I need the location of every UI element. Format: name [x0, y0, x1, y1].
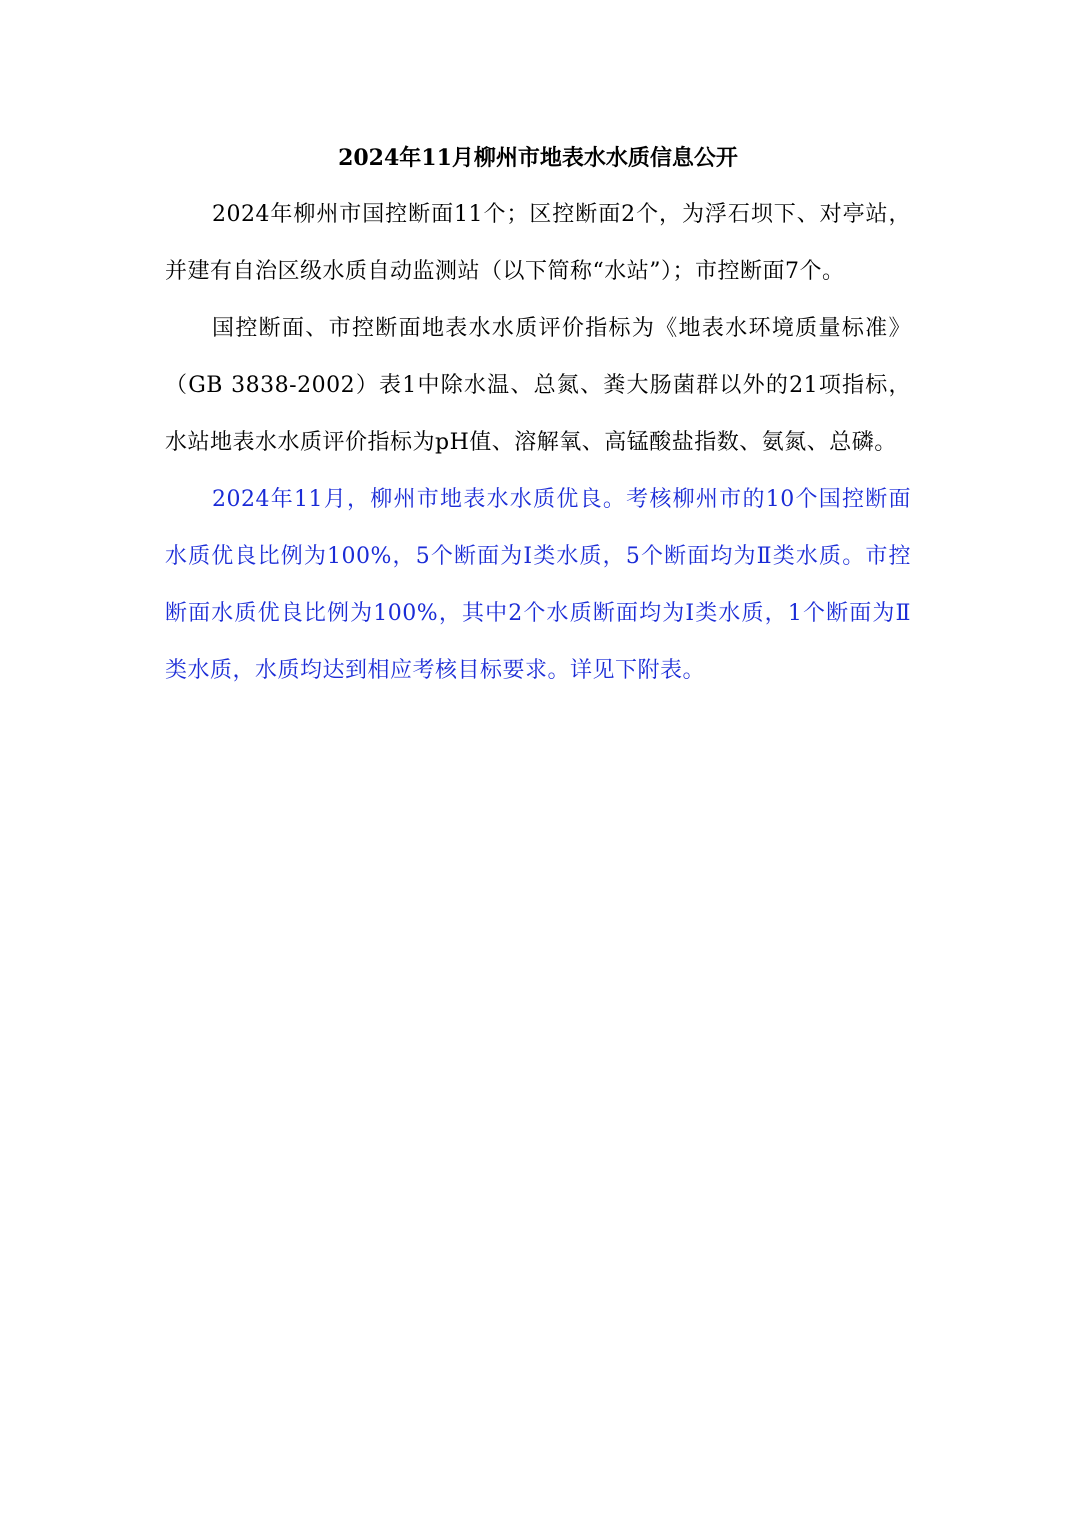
paragraph-sections-overview: 2024年柳州市国控断面11个；区控断面2个，为浮石坝下、对亭站，并建有自治区级水质自动监测站（以下简称“水站”）；市控断面7个。	[165, 202, 911, 284]
document-body	[165, 130, 911, 699]
paragraph-monthly-result: 2024年11月，柳州市地表水水质优良。考核柳州市的10个国控断面水质优良比例为100%，5个断面为Ⅰ类水质，5个断面均为Ⅱ类水质。市控断面水质优良比例为100%，其中2个水质断面均为Ⅰ类水质，1个断面为Ⅱ类水质，水质均达到相应考核目标要求。详见下附表。	[165, 487, 911, 683]
document-title: 2024年11月柳州市地表水水质信息公开	[338, 145, 738, 171]
paragraph-evaluation-indicators: 国控断面、市控断面地表水水质评价指标为《地表水环境质量标准》（GB 3838-2002）表1中除水温、总氮、粪大肠菌群以外的21项指标，水站地表水水质评价指标为pH值、溶解氧、高锰酸盐指数、氨氮、总磷。	[165, 316, 911, 455]
